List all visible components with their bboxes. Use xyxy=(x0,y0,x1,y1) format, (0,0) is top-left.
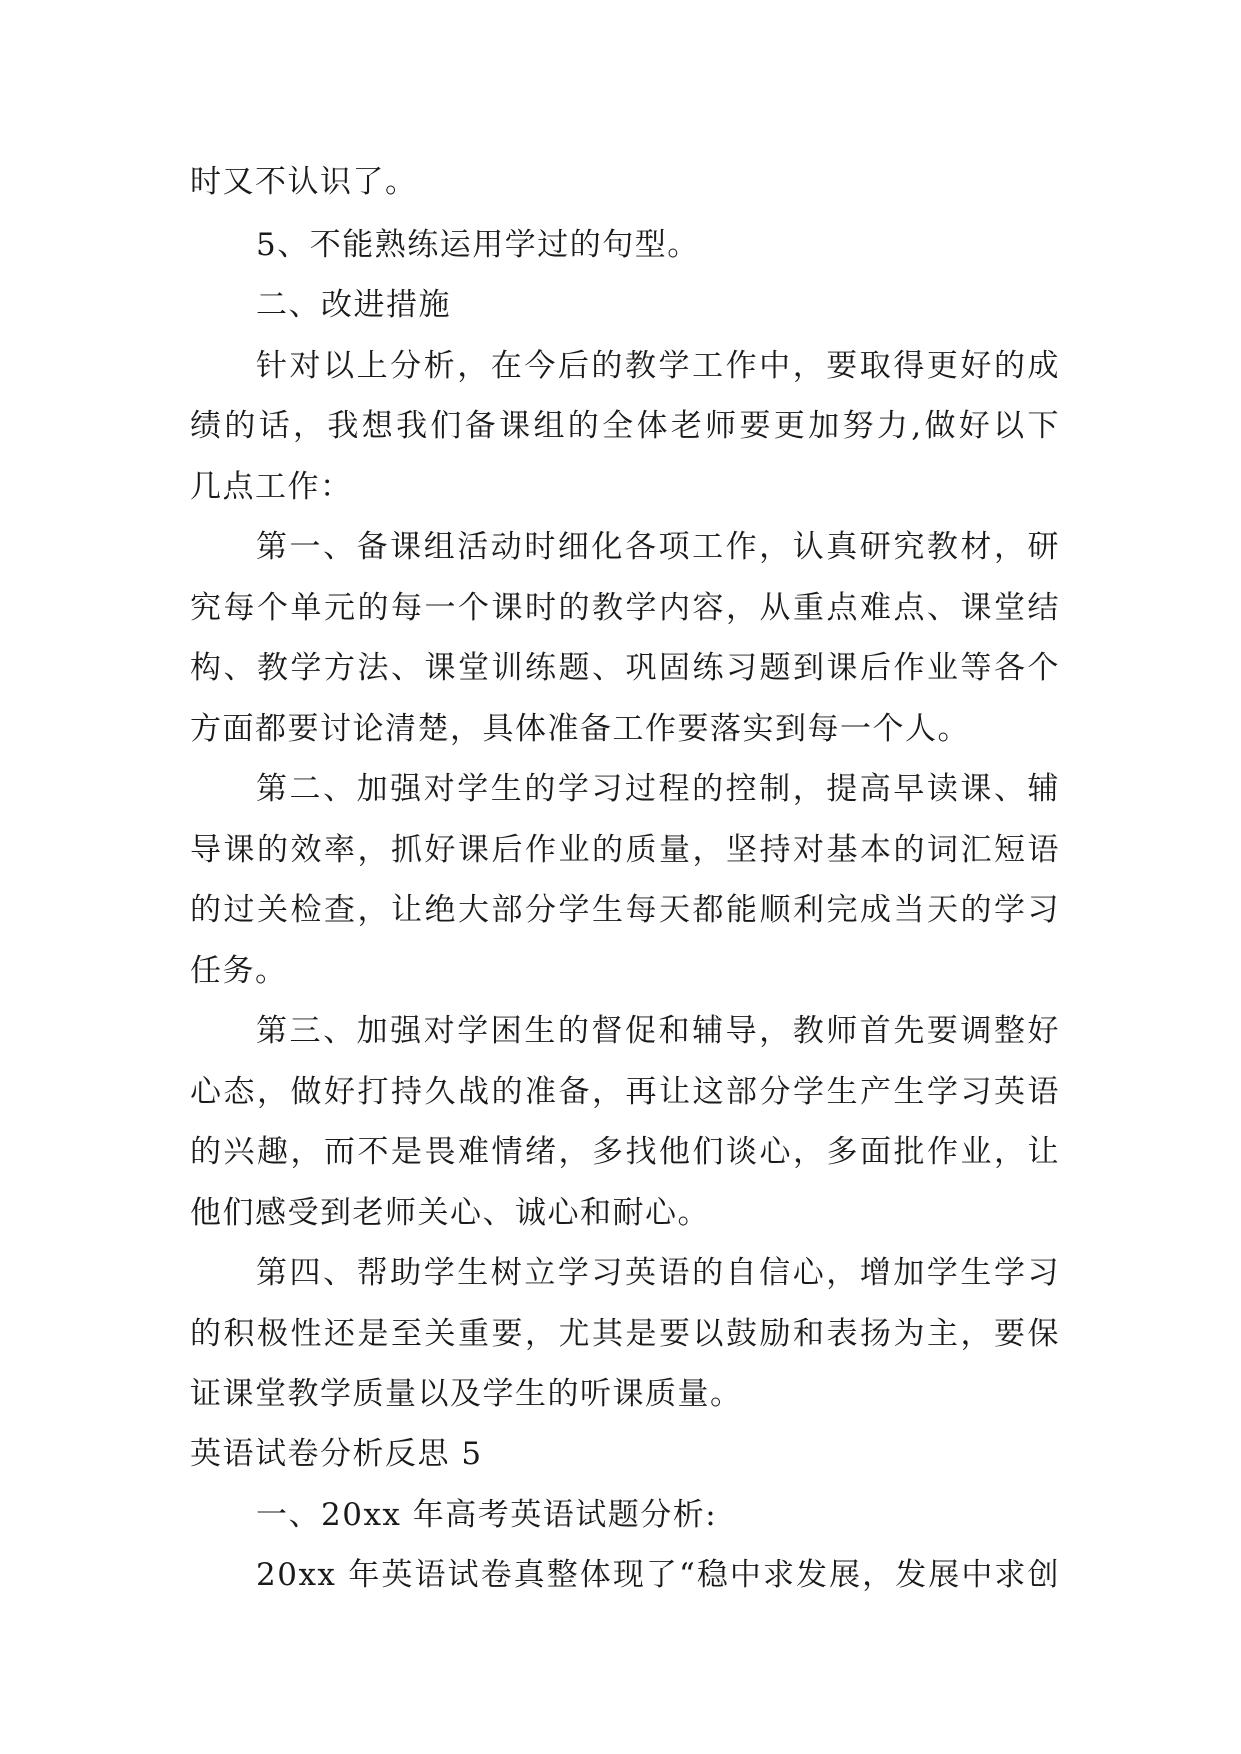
text-line: 的积极性还是至关重要，尤其是要以鼓励和表扬为主，要保 xyxy=(190,1316,1060,1352)
text-line: 究每个单元的每一个课时的教学内容，从重点难点、课堂结 xyxy=(190,590,1060,626)
text-line: 证课堂教学质量以及学生的听课质量。 xyxy=(190,1376,743,1412)
text-line: 针对以上分析，在今后的教学工作中，要取得更好的成 xyxy=(256,348,1060,384)
section-heading: 二、改进措施 xyxy=(256,287,451,323)
text-line: 5、不能熟练运用学过的句型。 xyxy=(256,227,700,263)
text-line: 的兴趣，而不是畏难情绪，多找他们谈心，多面批作业，让 xyxy=(190,1134,1060,1170)
section-heading: 一、20xx 年高考英语试题分析: xyxy=(256,1497,718,1533)
text-line: 导课的效率，抓好课后作业的质量，坚持对基本的词汇短语 xyxy=(190,832,1060,868)
text-line: 几点工作： xyxy=(190,469,353,505)
text-line: 的过关检查，让绝大部分学生每天都能顺利完成当天的学习 xyxy=(190,892,1060,928)
text-line: 20xx 年英语试卷真整体现了“稳中求发展，发展中求创 xyxy=(256,1557,1060,1593)
text-line: 第一、备课组活动时细化各项工作，认真研究教材，研 xyxy=(256,529,1060,565)
text-line: 任务。 xyxy=(190,953,288,989)
text-line: 第三、加强对学困生的督促和辅导，教师首先要调整好 xyxy=(256,1013,1060,1049)
text-line: 第二、加强对学生的学习过程的控制，提高早读课、辅 xyxy=(256,771,1060,807)
text-line: 绩的话，我想我们备课组的全体老师要更加努力,做好以下 xyxy=(190,408,1060,444)
text-line: 心态，做好打持久战的准备，再让这部分学生产生学习英语 xyxy=(190,1074,1060,1110)
text-line: 第四、帮助学生树立学习英语的自信心，增加学生学习 xyxy=(256,1255,1060,1291)
text-line: 方面都要讨论清楚，具体准备工作要落实到每一个人。 xyxy=(190,711,970,747)
text-line: 时又不认识了。 xyxy=(190,164,418,200)
text-line: 构、教学方法、课堂训练题、巩固练习题到课后作业等各个 xyxy=(190,650,1060,686)
section-title: 英语试卷分析反思 5 xyxy=(190,1436,483,1472)
text-line: 他们感受到老师关心、诚心和耐心。 xyxy=(190,1195,710,1231)
